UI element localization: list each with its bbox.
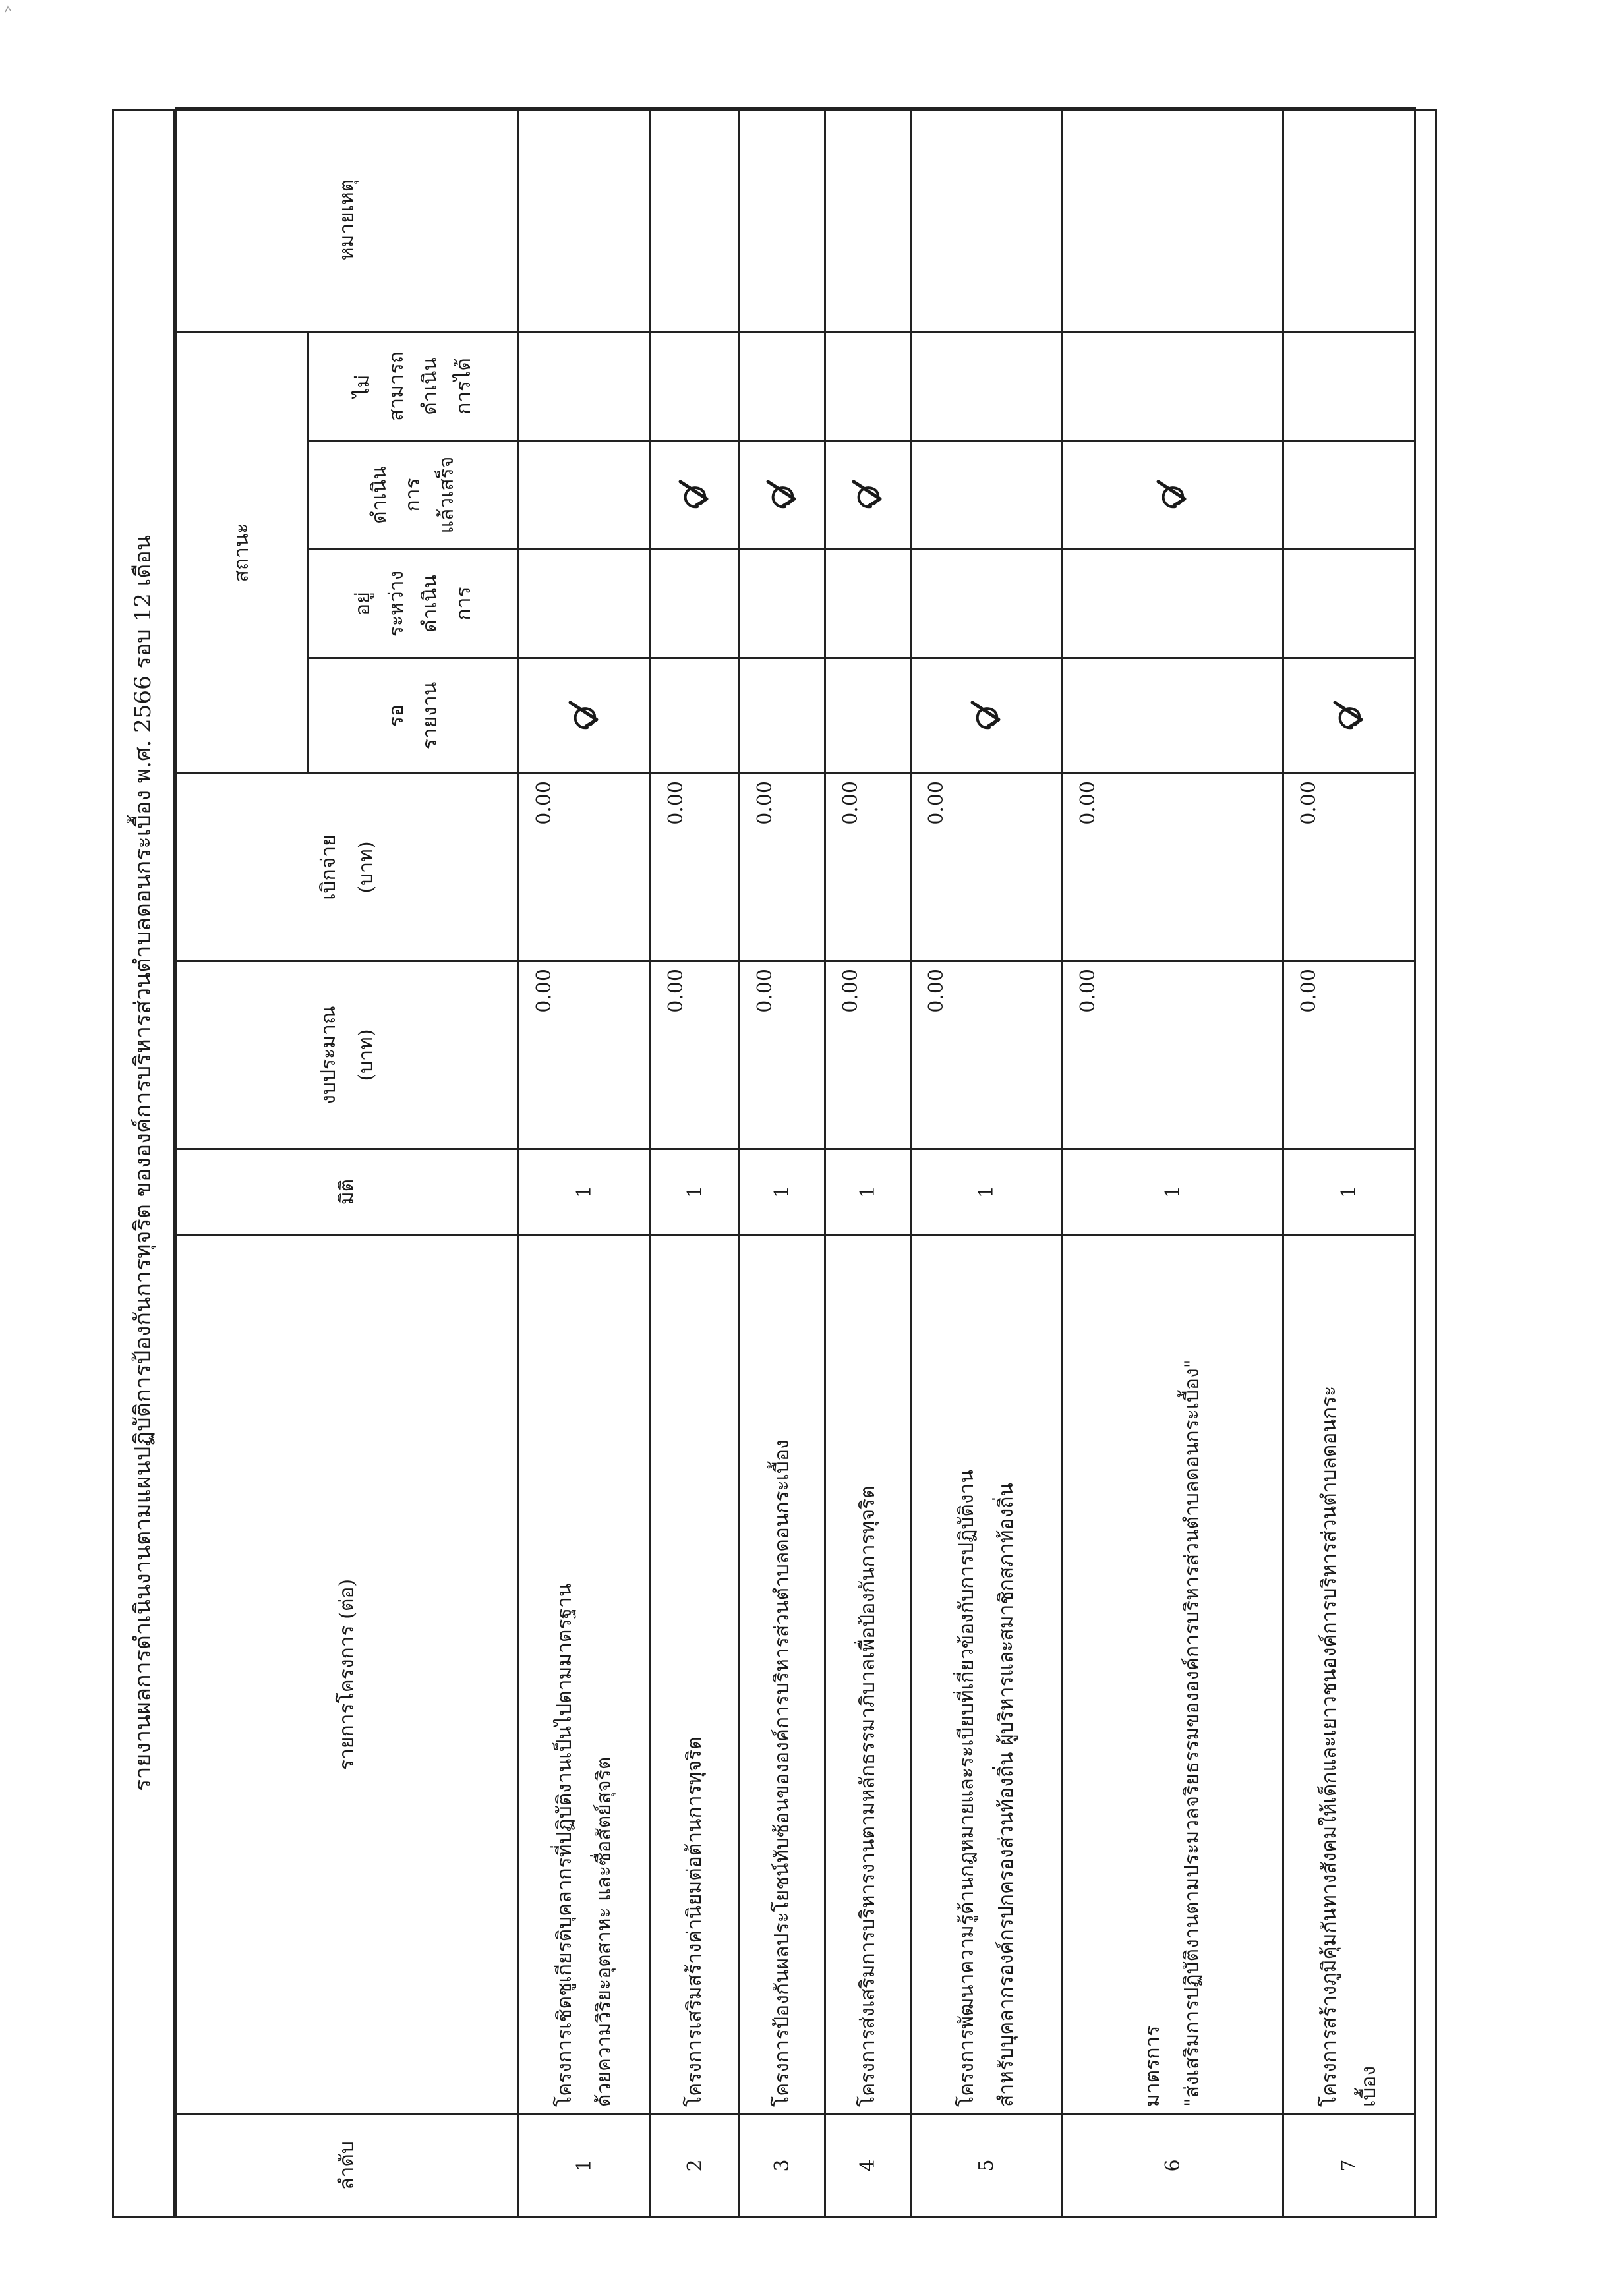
status-cell-cannot [825, 331, 911, 440]
header-project-label: รายการโครงการ (ต่อ) [336, 1578, 359, 1771]
project-name [519, 1235, 651, 2115]
report-rows [519, 107, 1415, 2216]
status-cannot-l2: สามารถ [384, 351, 408, 422]
budget-value: 0.00 [519, 961, 651, 1149]
header-project [176, 1235, 519, 2115]
remarks-cell [519, 107, 651, 331]
row-number: 3 [740, 2115, 825, 2217]
budget-value: 0.00 [1063, 961, 1283, 1149]
checkmark-icon [678, 478, 712, 512]
header-spent [176, 774, 519, 961]
status-cell-cannot [1063, 331, 1283, 440]
status-cell-waiting [519, 658, 651, 774]
status-cell-done [825, 441, 911, 550]
dimension-value: 1 [825, 1149, 911, 1235]
header-status-waiting [308, 658, 519, 774]
remarks-cell [825, 107, 911, 331]
header-status-cannot [308, 331, 519, 440]
report-table [175, 107, 1416, 2218]
rotated-report-page [112, 109, 1437, 2218]
row-number: 7 [1283, 2115, 1415, 2217]
header-dimension [176, 1149, 519, 1235]
budget-value: 0.00 [825, 961, 911, 1149]
project-name-line-2: "ส่งเสริมการปฏิบัติงานตามประมวลจริยธรรมขององค์การบริหารส่วนตำบลดอนกระเบื้อง" [1181, 1359, 1204, 2107]
table-row [651, 107, 740, 2216]
status-cell-inprogress [740, 550, 825, 658]
status-cell-cannot [911, 331, 1063, 440]
project-name [651, 1235, 740, 2115]
row-number: 4 [825, 2115, 911, 2217]
status-cell-done [1283, 441, 1415, 550]
header-status-label: สถานะ [230, 523, 253, 583]
status-cell-inprogress [1283, 550, 1415, 658]
status-cell-waiting [651, 658, 740, 774]
project-name [1283, 1235, 1415, 2115]
project-name [740, 1235, 825, 2115]
status-cell-done [1063, 441, 1283, 550]
header-no-label: ลำดับ [336, 2141, 359, 2190]
header-remarks-label: หมายเหตุ [336, 179, 359, 261]
status-cell-done [651, 441, 740, 550]
budget-value: 0.00 [651, 961, 740, 1149]
budget-value: 0.00 [1283, 961, 1415, 1149]
project-name [825, 1235, 911, 2115]
spent-value: 0.00 [1283, 774, 1415, 961]
project-name-line-2: ด้วยความวิริยะอุตสาหะ และซื่อสัตย์สุจริต [592, 1756, 616, 2107]
project-name-line-1: โครงการเชิดชูเกียรติบุคลากรที่ปฏิบัติงานเป็นไปตามมาตรฐาน [552, 1583, 576, 2107]
remarks-cell [911, 107, 1063, 331]
remarks-cell [740, 107, 825, 331]
project-name-line-1: โครงการเสริมสร้างค่านิยมต่อต้านการทุจริต [683, 1736, 706, 2107]
status-cannot-l3: ดำเนิน [418, 357, 442, 415]
status-cell-waiting [1283, 658, 1415, 774]
remarks-cell [1063, 107, 1283, 331]
header-status [176, 331, 308, 773]
project-name [1063, 1235, 1283, 2115]
spent-value: 0.00 [911, 774, 1063, 961]
project-name-line-1: มาตรการ [1141, 2025, 1164, 2107]
dimension-value: 1 [1283, 1149, 1415, 1235]
checkmark-icon [851, 478, 885, 512]
table-row [519, 107, 651, 2216]
status-waiting-l2: รายงาน [418, 681, 442, 750]
header-no [176, 2115, 519, 2217]
status-cell-done [740, 441, 825, 550]
project-name-line-2: สำหรับบุคลากรองค์กรปกครองส่วนท้องถิ่น ผู้บริหารและสมาชิกสภาท้องถิ่น [994, 1483, 1018, 2107]
status-inprogress-l3: ดำเนิน [418, 575, 442, 633]
status-cell-cannot [651, 331, 740, 440]
report-title [112, 109, 175, 2218]
checkmark-icon [765, 478, 800, 512]
header-status-inprogress [308, 550, 519, 658]
status-cell-done [911, 441, 1063, 550]
status-done-l3: แล้วเสร็จ [435, 456, 458, 534]
row-number: 5 [911, 2115, 1063, 2217]
status-done-l2: การ [401, 478, 425, 512]
header-status-done [308, 441, 519, 550]
table-row [740, 107, 825, 2216]
header-spent-label: เบิกจ่าย [316, 834, 340, 900]
status-cell-waiting [825, 658, 911, 774]
header-budget [176, 961, 519, 1149]
project-name-line-1: โครงการสร้างภูมิคุ้มกันทางสังคมให้เด็กและเยาวชนองค์การบริหารส่วนตำบลดอนกระ [1317, 1385, 1341, 2107]
spent-value: 0.00 [651, 774, 740, 961]
spent-value: 0.00 [1063, 774, 1283, 961]
status-cell-inprogress [519, 550, 651, 658]
spent-value: 0.00 [825, 774, 911, 961]
project-name [911, 1235, 1063, 2115]
spent-value: 0.00 [740, 774, 825, 961]
row-number: 6 [1063, 2115, 1283, 2217]
checkmark-icon [1332, 699, 1367, 733]
header-budget-label: งบประมาณ [316, 1006, 340, 1105]
status-cell-inprogress [651, 550, 740, 658]
status-cell-inprogress [1063, 550, 1283, 658]
table-row [1063, 107, 1283, 2216]
project-name-line-2: เบื้อง [1357, 2066, 1380, 2107]
table-row [911, 107, 1063, 2216]
status-cell-cannot [519, 331, 651, 440]
budget-value: 0.00 [911, 961, 1063, 1149]
status-cell-waiting [911, 658, 1063, 774]
status-inprogress-l4: การ [452, 587, 475, 621]
checkmark-icon [568, 699, 602, 733]
remarks-cell [651, 107, 740, 331]
row-number: 2 [651, 2115, 740, 2217]
budget-value: 0.00 [740, 961, 825, 1149]
status-cannot-l4: การได้ [452, 358, 475, 415]
report-title-text: รายงานผลการดำเนินงานตามแผนปฏิบัติการป้องกันการทุจริต ขององค์การบริหารส่วนตำบลดอนกระเบื้อง พ.ศ. 2566 รอบ 12 เดือน [130, 534, 156, 1792]
dimension-value: 1 [519, 1149, 651, 1235]
status-inprogress-l1: อยู่ [351, 592, 374, 616]
checkmark-icon [1156, 478, 1190, 512]
project-name-line-1: โครงการพัฒนาความรู้ด้านกฎหมายและระเบียบที่เกี่ยวข้องกับการปฏิบัติงาน [955, 1470, 978, 2107]
dimension-value: 1 [1063, 1149, 1283, 1235]
project-name-line-1: โครงการป้องกันผลประโยชน์ทับซ้อนขององค์การบริหารส่วนตำบลดอนกระเบื้อง [770, 1439, 794, 2107]
status-cell-done [519, 441, 651, 550]
status-waiting-l1: รอ [384, 704, 408, 728]
project-name-line-1: โครงการส่งเสริมการบริหารงานตามหลักธรรมาภิบาลเพื่อป้องกันการทุจริต [856, 1485, 879, 2107]
status-done-l1: ดำเนิน [368, 466, 391, 524]
table-row [1283, 107, 1415, 2216]
spent-value: 0.00 [519, 774, 651, 961]
header-remarks [176, 107, 519, 331]
table-row [825, 107, 911, 2216]
dimension-value: 1 [651, 1149, 740, 1235]
status-cell-cannot [740, 331, 825, 440]
scan-corner-mark [4, 4, 13, 13]
header-spent-unit: (บาท) [354, 841, 378, 894]
header-row-top [176, 107, 308, 2216]
status-inprogress-l2: ระหว่าง [384, 570, 408, 637]
status-cell-cannot [1283, 331, 1415, 440]
header-budget-unit: (บาท) [354, 1029, 378, 1081]
remarks-cell [1283, 107, 1415, 331]
row-number: 1 [519, 2115, 651, 2217]
status-cell-inprogress [911, 550, 1063, 658]
status-cell-inprogress [825, 550, 911, 658]
status-cell-waiting [1063, 658, 1283, 774]
status-cannot-l1: ไม่ [351, 374, 374, 398]
checkmark-icon [970, 699, 1004, 733]
dimension-value: 1 [740, 1149, 825, 1235]
header-dimension-label: มิติ [336, 1178, 359, 1205]
status-cell-waiting [740, 658, 825, 774]
dimension-value: 1 [911, 1149, 1063, 1235]
